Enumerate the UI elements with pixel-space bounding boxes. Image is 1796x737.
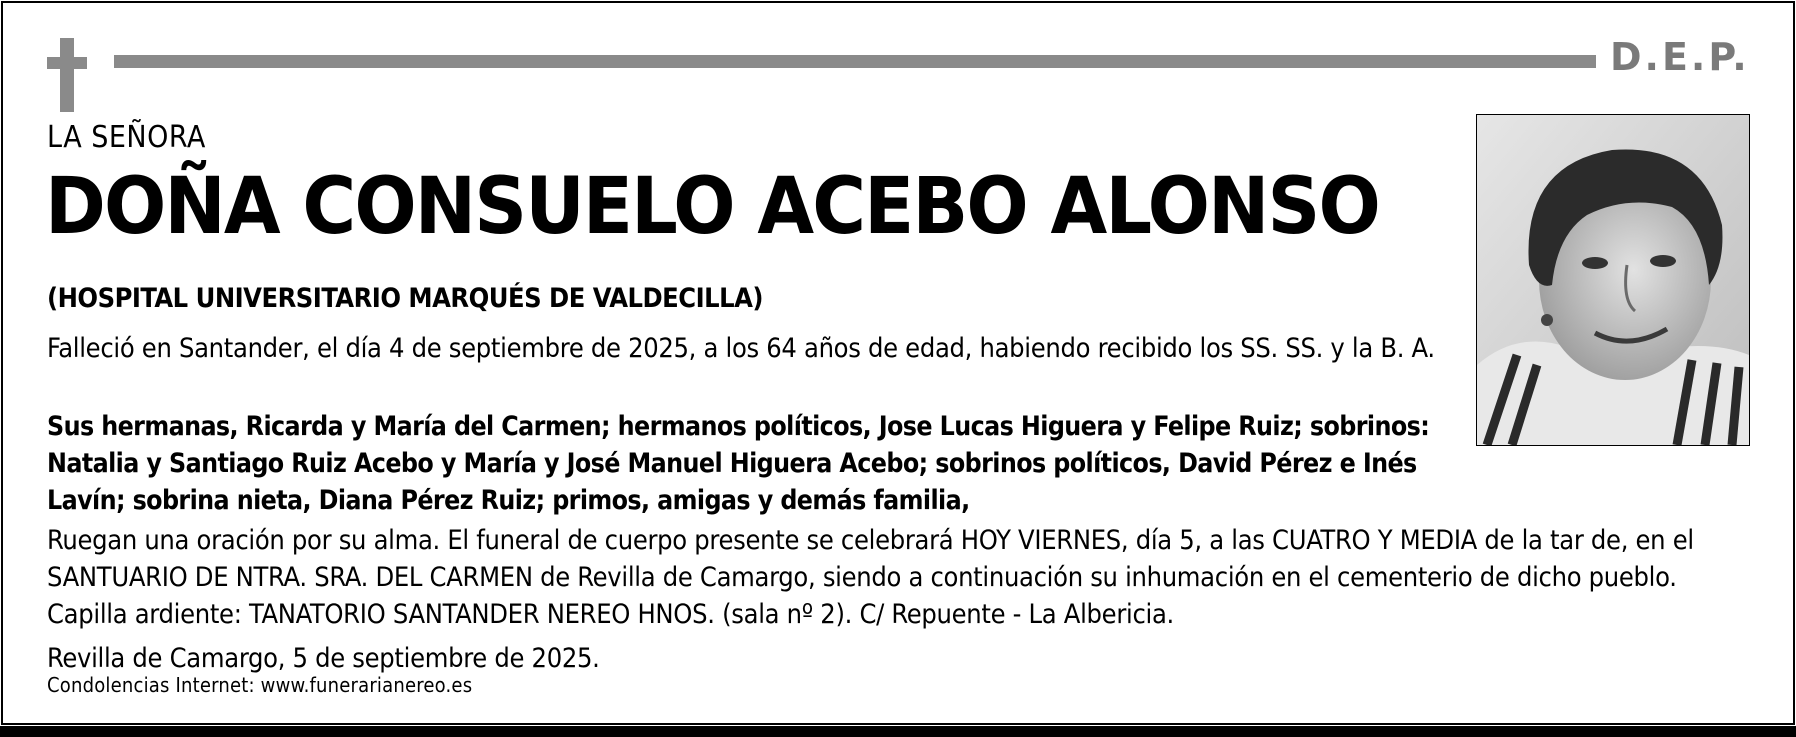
honorific: LA SEÑORA <box>47 120 206 155</box>
deceased-name: DOÑA CONSUELO ACEBO ALONSO <box>45 162 1379 252</box>
family-paragraph: Sus hermanas, Ricarda y María del Carmen; hermanos políticos, Jose Lucas Higuera y Felipe Ruiz; sobrinos: Natalia y Santiago Ruiz Acebo y María y José Manuel Higuera Acebo; sobrinos políticos, David Pérez e Inés Lavín; sobrina nieta, Diana Pérez Ruiz; primos, amigas y demás familia, <box>47 411 1430 516</box>
dep-label: D.E.P. <box>1610 35 1750 79</box>
funeral-paragraph: Ruegan una oración por su alma. El funeral de cuerpo presente se celebrará HOY VIERNES, día 5, a las CUATRO Y MEDIA de la tar de, en el SANTUARIO DE NTRA. SRA. DEL CARMEN de Revilla de Camargo, siendo a continuación su inhumación en el cementerio de dicho pueblo. Capilla ardiente: TANATORIO SANTANDER NEREO HNOS. (sala nº 2). C/ Repuente - La Albericia. <box>47 525 1694 630</box>
death-notice-paragraph: Falleció en Santander, el día 4 de septiembre de 2025, a los 64 años de edad, habiendo recibido los SS. SS. y la B. A. <box>47 333 1435 364</box>
header-rule <box>114 55 1596 68</box>
place-date: Revilla de Camargo, 5 de septiembre de 2025. <box>47 643 600 674</box>
condolences-line: Condolencias Internet: www.funerarianereo.es <box>47 673 473 697</box>
portrait-photo <box>1476 114 1750 446</box>
cross-icon <box>47 38 87 112</box>
bottom-rule <box>0 726 1796 737</box>
place-of-death: (HOSPITAL UNIVERSITARIO MARQUÉS DE VALDECILLA) <box>47 283 763 314</box>
